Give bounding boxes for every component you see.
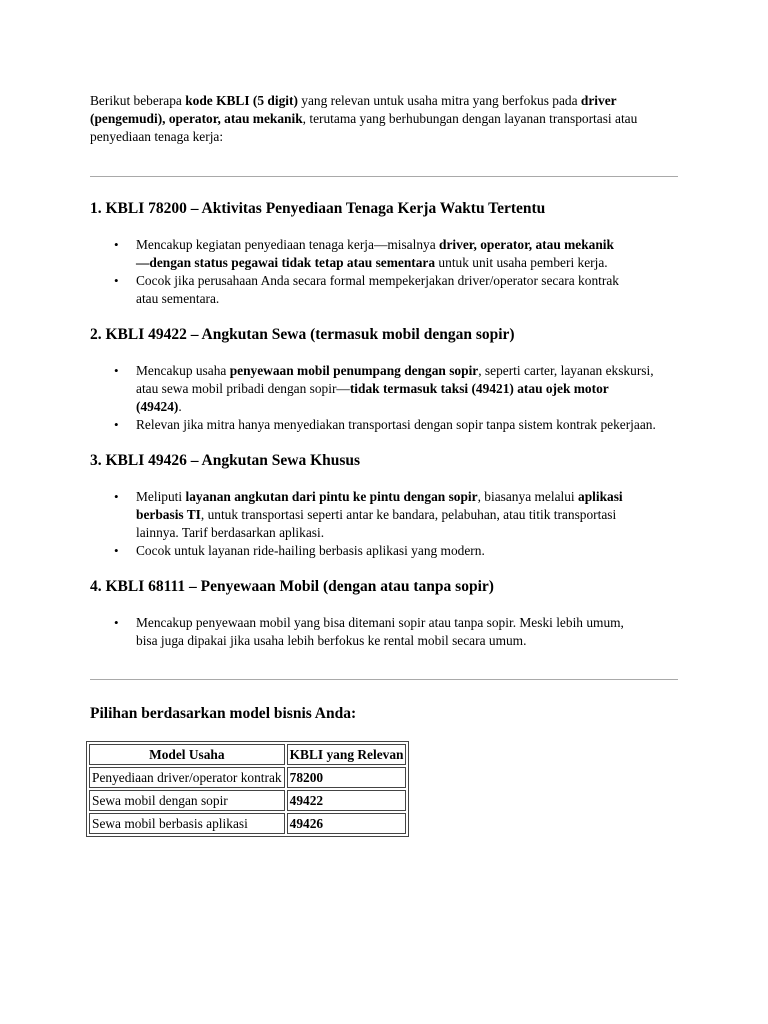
list-item — [114, 542, 662, 560]
bullet-icon: • — [114, 237, 119, 252]
item-text: , untuk transportasi seperti antar ke bandara, pelabuhan, atau titik transportasi lainnya. Tarif berdasarkan aplikasi. — [136, 507, 617, 540]
section-list-4 — [90, 614, 646, 650]
bullet-icon: • — [114, 273, 119, 288]
list-item — [114, 272, 624, 308]
kbli-table — [86, 741, 409, 837]
intro-bold-1: kode KBLI (5 digit) — [185, 93, 298, 108]
section-list-3 — [90, 488, 662, 560]
section-heading-4: 4. KBLI 68111 – Penyewaan Mobil (dengan atau tanpa sopir) — [90, 578, 494, 595]
list-item — [114, 614, 646, 650]
section-list-2 — [90, 362, 656, 434]
section-heading-2: 2. KBLI 49422 – Angkutan Sewa (termasuk mobil dengan sopir) — [90, 326, 515, 343]
section-list-1 — [90, 236, 624, 308]
item-text: , biasanya melalui — [477, 489, 578, 504]
cell-model: Sewa mobil dengan sopir — [89, 790, 285, 811]
intro-paragraph — [90, 92, 656, 146]
bullet-icon: • — [114, 489, 119, 504]
list-item — [114, 236, 624, 272]
item-bold: tidak termasuk taksi (49421) atau ojek motor (49424) — [136, 381, 609, 414]
header-kbli: KBLI yang Relevan — [287, 744, 407, 765]
intro-bold-2: driver (pengemudi), operator, atau mekanik — [90, 93, 617, 126]
table-header-row — [89, 744, 406, 765]
item-text: Cocok jika perusahaan Anda secara formal mempekerjakan driver/operator secara kontrak atau sementara. — [136, 273, 619, 306]
document-body — [90, 92, 680, 837]
item-text: Relevan jika mitra hanya menyediakan transportasi dengan sopir tanpa sistem kontrak pekerjaan. — [136, 417, 656, 432]
bullet-icon: • — [114, 615, 119, 630]
intro-text-1: Berikut beberapa — [90, 93, 186, 108]
bullet-icon: • — [114, 543, 119, 558]
intro-text-2: yang relevan untuk usaha mitra yang berfokus pada — [297, 93, 581, 108]
item-text: . — [178, 399, 182, 414]
item-text: Mencakup penyewaan mobil yang bisa ditemani sopir atau tanpa sopir. Meski lebih umum, bisa juga dipakai jika usaha lebih berfokus ke rental mobil secara umum. — [136, 615, 624, 648]
item-bold: driver, operator, atau mekanik—dengan status pegawai tidak tetap atau sementara — [136, 237, 614, 270]
cell-model: Sewa mobil berbasis aplikasi — [89, 813, 285, 834]
list-item — [114, 416, 656, 434]
bullet-icon: • — [114, 363, 119, 378]
table-row — [89, 767, 406, 788]
item-text: Mencakup kegiatan penyediaan tenaga kerja—misalnya — [136, 237, 440, 252]
item-text: Cocok untuk layanan ride-hailing berbasis aplikasi yang modern. — [136, 543, 485, 558]
section-heading-3: 3. KBLI 49426 – Angkutan Sewa Khusus — [90, 452, 361, 469]
cell-kbli: 78200 — [287, 767, 407, 788]
item-bold: layanan angkutan dari pintu ke pintu dengan sopir — [185, 489, 478, 504]
divider-top — [90, 176, 678, 177]
section-heading-1: 1. KBLI 78200 – Aktivitas Penyediaan Tenaga Kerja Waktu Tertentu — [90, 200, 546, 217]
list-item — [114, 362, 656, 416]
intro-text-3: , terutama yang berhubungan dengan layanan transportasi atau penyediaan tenaga kerja: — [90, 111, 638, 144]
table-row — [89, 790, 406, 811]
item-text: untuk unit usaha pemberi kerja. — [435, 255, 608, 270]
bullet-icon: • — [114, 417, 119, 432]
cell-kbli: 49426 — [287, 813, 407, 834]
item-text: , seperti carter, layanan ekskursi, atau sewa mobil pribadi dengan sopir— — [136, 363, 654, 396]
divider-bottom — [90, 679, 678, 680]
list-item — [114, 488, 662, 542]
item-bold: aplikasi berbasis TI — [136, 489, 623, 522]
item-text: Meliputi — [136, 489, 186, 504]
item-bold: penyewaan mobil penumpang dengan sopir — [229, 363, 479, 378]
item-text: Mencakup usaha — [136, 363, 230, 378]
table-row — [89, 813, 406, 834]
model-heading: Pilihan berdasarkan model bisnis Anda: — [90, 705, 357, 722]
header-model-usaha: Model Usaha — [89, 744, 285, 765]
cell-model: Penyediaan driver/operator kontrak — [89, 767, 285, 788]
cell-kbli: 49422 — [287, 790, 407, 811]
